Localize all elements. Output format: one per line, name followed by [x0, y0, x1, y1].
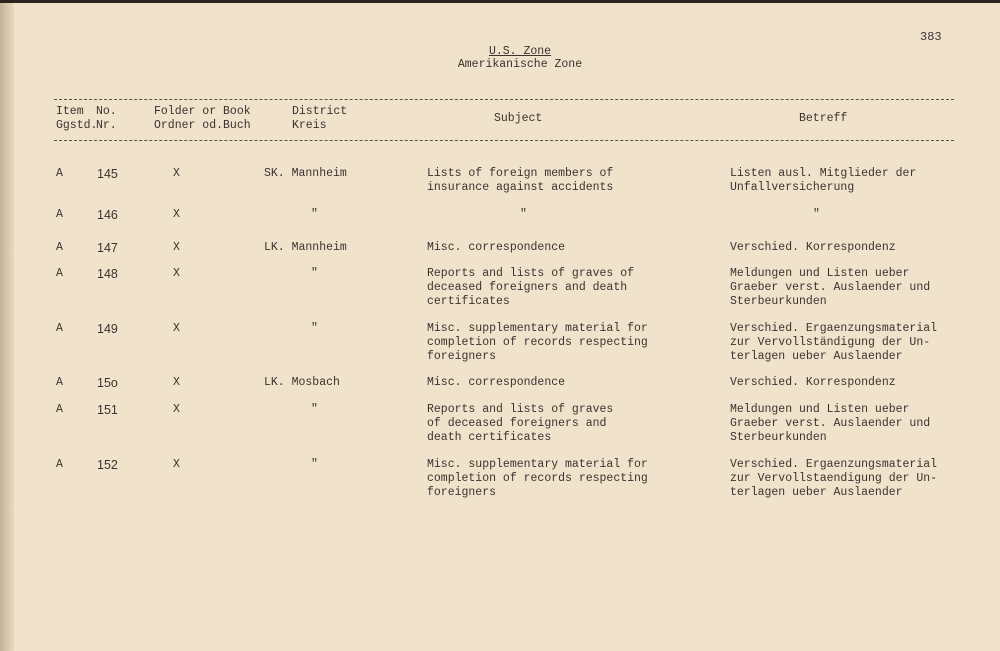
row-subject-line: of deceased foreigners and	[427, 417, 607, 430]
zone-title: U.S. Zone	[488, 45, 552, 58]
row-number: 145	[97, 167, 118, 181]
row-subject-line: Misc. supplementary material for	[427, 458, 648, 471]
row-number: 149	[97, 322, 118, 336]
row-subject-line: death certificates	[427, 431, 552, 444]
row-item: A	[56, 241, 63, 254]
page-number: 383	[920, 30, 942, 44]
header-rule-bottom	[54, 140, 954, 141]
row-number: 146	[97, 208, 118, 222]
col-header-nr-de: Nr.	[96, 119, 117, 132]
zone-subtitle: Amerikanische Zone	[457, 58, 583, 71]
row-item: A	[56, 322, 63, 335]
row-betreff-line: Graeber verst. Auslaender und	[730, 417, 931, 430]
row-subject-line: foreigners	[427, 486, 497, 499]
row-subject-line: foreigners	[427, 350, 497, 363]
row-folder: X	[173, 267, 180, 280]
row-betreff-line: Listen ausl. Mitglieder der	[730, 167, 917, 180]
row-betreff-line: terlagen ueber Auslaender	[730, 350, 903, 363]
row-betreff-line: zur Vervollständigung der Un-	[730, 336, 931, 349]
row-betreff-line: Graeber verst. Auslaender und	[730, 281, 931, 294]
col-header-nr-en: No.	[96, 105, 117, 118]
row-folder: X	[173, 167, 180, 180]
col-header-folder-en: Folder or Book	[154, 105, 251, 118]
row-subject-line: Lists of foreign members of	[427, 167, 614, 180]
header-rule-top	[54, 99, 954, 100]
row-betreff-line: Meldungen und Listen ueber	[730, 267, 910, 280]
row-subject-line: Misc. supplementary material for	[427, 322, 648, 335]
col-header-folder-de: Ordner od.Buch	[154, 119, 251, 132]
row-district: "	[311, 267, 318, 280]
row-betreff-line: "	[813, 208, 820, 221]
row-betreff-line: Unfallversicherung	[730, 181, 855, 194]
row-betreff-line: Sterbeurkunden	[730, 295, 827, 308]
row-betreff-line: Verschied. Korrespondenz	[730, 241, 896, 254]
row-folder: X	[173, 376, 180, 389]
row-betreff-line: Sterbeurkunden	[730, 431, 827, 444]
row-subject-line: Reports and lists of graves of	[427, 267, 635, 280]
row-folder: X	[173, 458, 180, 471]
row-item: A	[56, 167, 63, 180]
book-binding-edge	[0, 3, 14, 651]
row-number: 15o	[97, 376, 118, 390]
row-betreff-line: Verschied. Korrespondenz	[730, 376, 896, 389]
row-district: "	[311, 322, 318, 335]
col-header-betreff: Betreff	[799, 112, 848, 125]
row-folder: X	[173, 403, 180, 416]
row-subject-line: completion of records respecting	[427, 472, 648, 485]
row-item: A	[56, 267, 63, 280]
col-header-item-en: Item	[56, 105, 84, 118]
col-header-district-de: Kreis	[292, 119, 327, 132]
row-number: 148	[97, 267, 118, 281]
row-betreff-line: terlagen ueber Auslaender	[730, 486, 903, 499]
row-item: A	[56, 208, 63, 221]
row-district: LK. Mosbach	[264, 376, 340, 389]
row-folder: X	[173, 241, 180, 254]
row-subject-line: Misc. correspondence	[427, 376, 566, 389]
col-header-subject: Subject	[494, 112, 543, 125]
row-betreff-line: Verschied. Ergaenzungsmaterial	[730, 322, 938, 335]
row-subject-line: completion of records respecting	[427, 336, 648, 349]
row-district: SK. Mannheim	[264, 167, 347, 180]
row-subject-line: Misc. correspondence	[427, 241, 566, 254]
row-number: 152	[97, 458, 118, 472]
row-betreff-line: Meldungen und Listen ueber	[730, 403, 910, 416]
row-district: "	[311, 403, 318, 416]
col-header-item-de: Ggstd.	[56, 119, 98, 132]
row-folder: X	[173, 208, 180, 221]
row-subject-line: Reports and lists of graves	[427, 403, 614, 416]
row-item: A	[56, 403, 63, 416]
col-header-district-en: District	[292, 105, 348, 118]
row-number: 147	[97, 241, 118, 255]
row-item: A	[56, 376, 63, 389]
document-page	[0, 3, 1000, 651]
row-subject-line: deceased foreigners and death	[427, 281, 628, 294]
row-district: LK. Mannheim	[264, 241, 347, 254]
row-betreff-line: Verschied. Ergaenzungsmaterial	[730, 458, 938, 471]
row-item: A	[56, 458, 63, 471]
row-subject-line: insurance against accidents	[427, 181, 614, 194]
row-subject-line: "	[520, 208, 527, 221]
row-betreff-line: zur Vervollstaendigung der Un-	[730, 472, 938, 485]
row-number: 151	[97, 403, 118, 417]
row-subject-line: certificates	[427, 295, 510, 308]
row-district: "	[311, 458, 318, 471]
row-folder: X	[173, 322, 180, 335]
row-district: "	[311, 208, 318, 221]
